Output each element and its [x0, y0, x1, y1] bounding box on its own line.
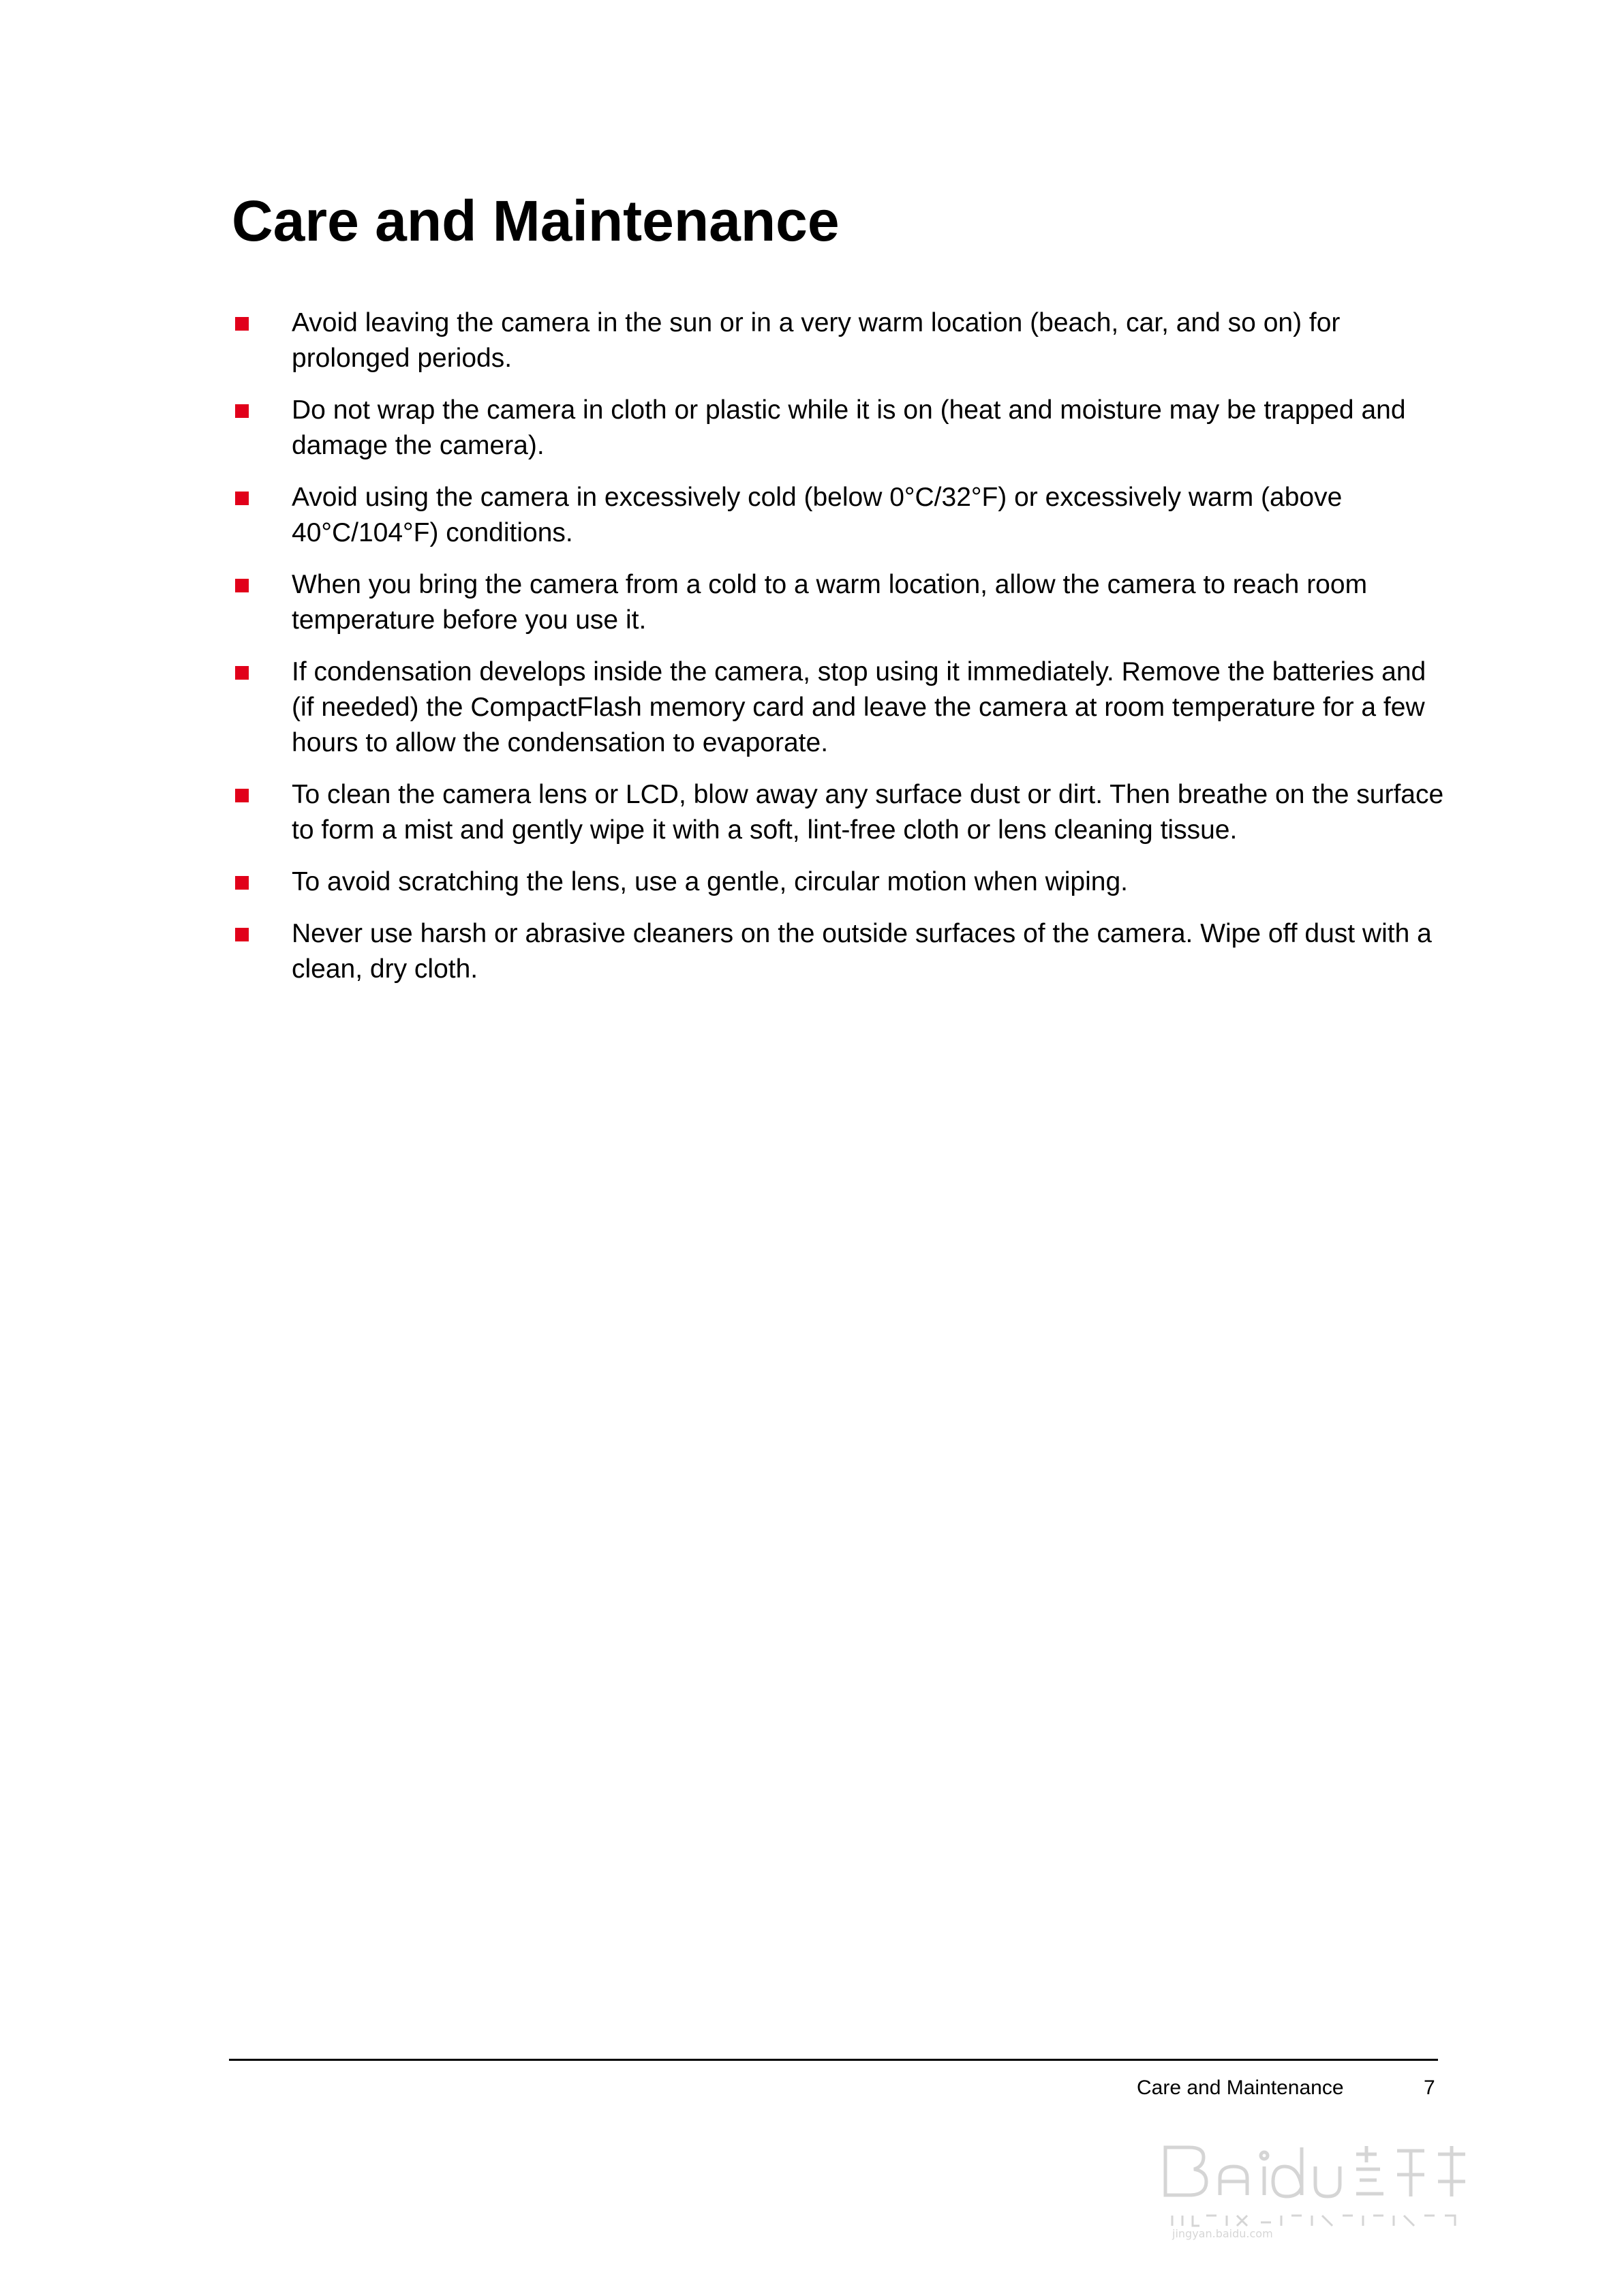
bullet-square-icon — [235, 876, 249, 890]
bullet-text: To avoid scratching the lens, use a gentle, circular motion when wiping. — [292, 867, 1128, 896]
bullet-square-icon — [235, 666, 249, 680]
bullet-item — [232, 567, 1445, 638]
bullet-text: If condensation develops inside the camera, stop using it immediately. Remove the batteries and (if needed) the CompactFlash memory card and leave the camera at room temperature for a few hours to allow the condensation to evaporate. — [292, 657, 1426, 757]
baidu-watermark-logo — [1152, 2106, 1533, 2243]
footer-divider — [229, 2059, 1438, 2061]
bullet-square-icon — [235, 579, 249, 592]
page-title: Care and Maintenance — [232, 189, 840, 253]
bullet-item — [232, 480, 1445, 551]
bullet-text: To clean the camera lens or LCD, blow away any surface dust or dirt. Then breathe on the surface to form a mist and gently wipe it with a soft, lint-free cloth or lens cleaning tissue. — [292, 780, 1444, 845]
bullet-item — [232, 305, 1445, 376]
maintenance-bullet-list — [232, 305, 1445, 1003]
bullet-text: Avoid using the camera in excessively cold (below 0°C/32°F) or excessively warm (above 40°C/104°F) conditions. — [292, 483, 1343, 547]
bullet-item — [232, 777, 1445, 848]
bullet-item — [232, 393, 1445, 464]
bullet-item — [232, 654, 1445, 761]
footer-page-number: 7 — [1424, 2076, 1435, 2099]
footer-section-title: Care and Maintenance — [1137, 2076, 1344, 2099]
bullet-text: Never use harsh or abrasive cleaners on the outside surfaces of the camera. Wipe off dust with a clean, dry cloth. — [292, 919, 1432, 984]
bullet-square-icon — [235, 404, 249, 418]
bullet-square-icon — [235, 928, 249, 941]
bullet-square-icon — [235, 789, 249, 802]
bullet-text: When you bring the camera from a cold to a warm location, allow the camera to reach room temperature before you use it. — [292, 570, 1368, 635]
bullet-text: Do not wrap the camera in cloth or plastic while it is on (heat and moisture may be trapped and damage the camera). — [292, 395, 1406, 460]
bullet-square-icon — [235, 317, 249, 331]
bullet-item — [232, 916, 1445, 987]
bullet-square-icon — [235, 492, 249, 505]
watermark-url-text: jingyan.baidu.com — [1172, 2227, 1273, 2240]
bullet-text: Avoid leaving the camera in the sun or in a very warm location (beach, car, and so on) for prolonged periods. — [292, 308, 1341, 373]
bullet-item — [232, 864, 1445, 900]
